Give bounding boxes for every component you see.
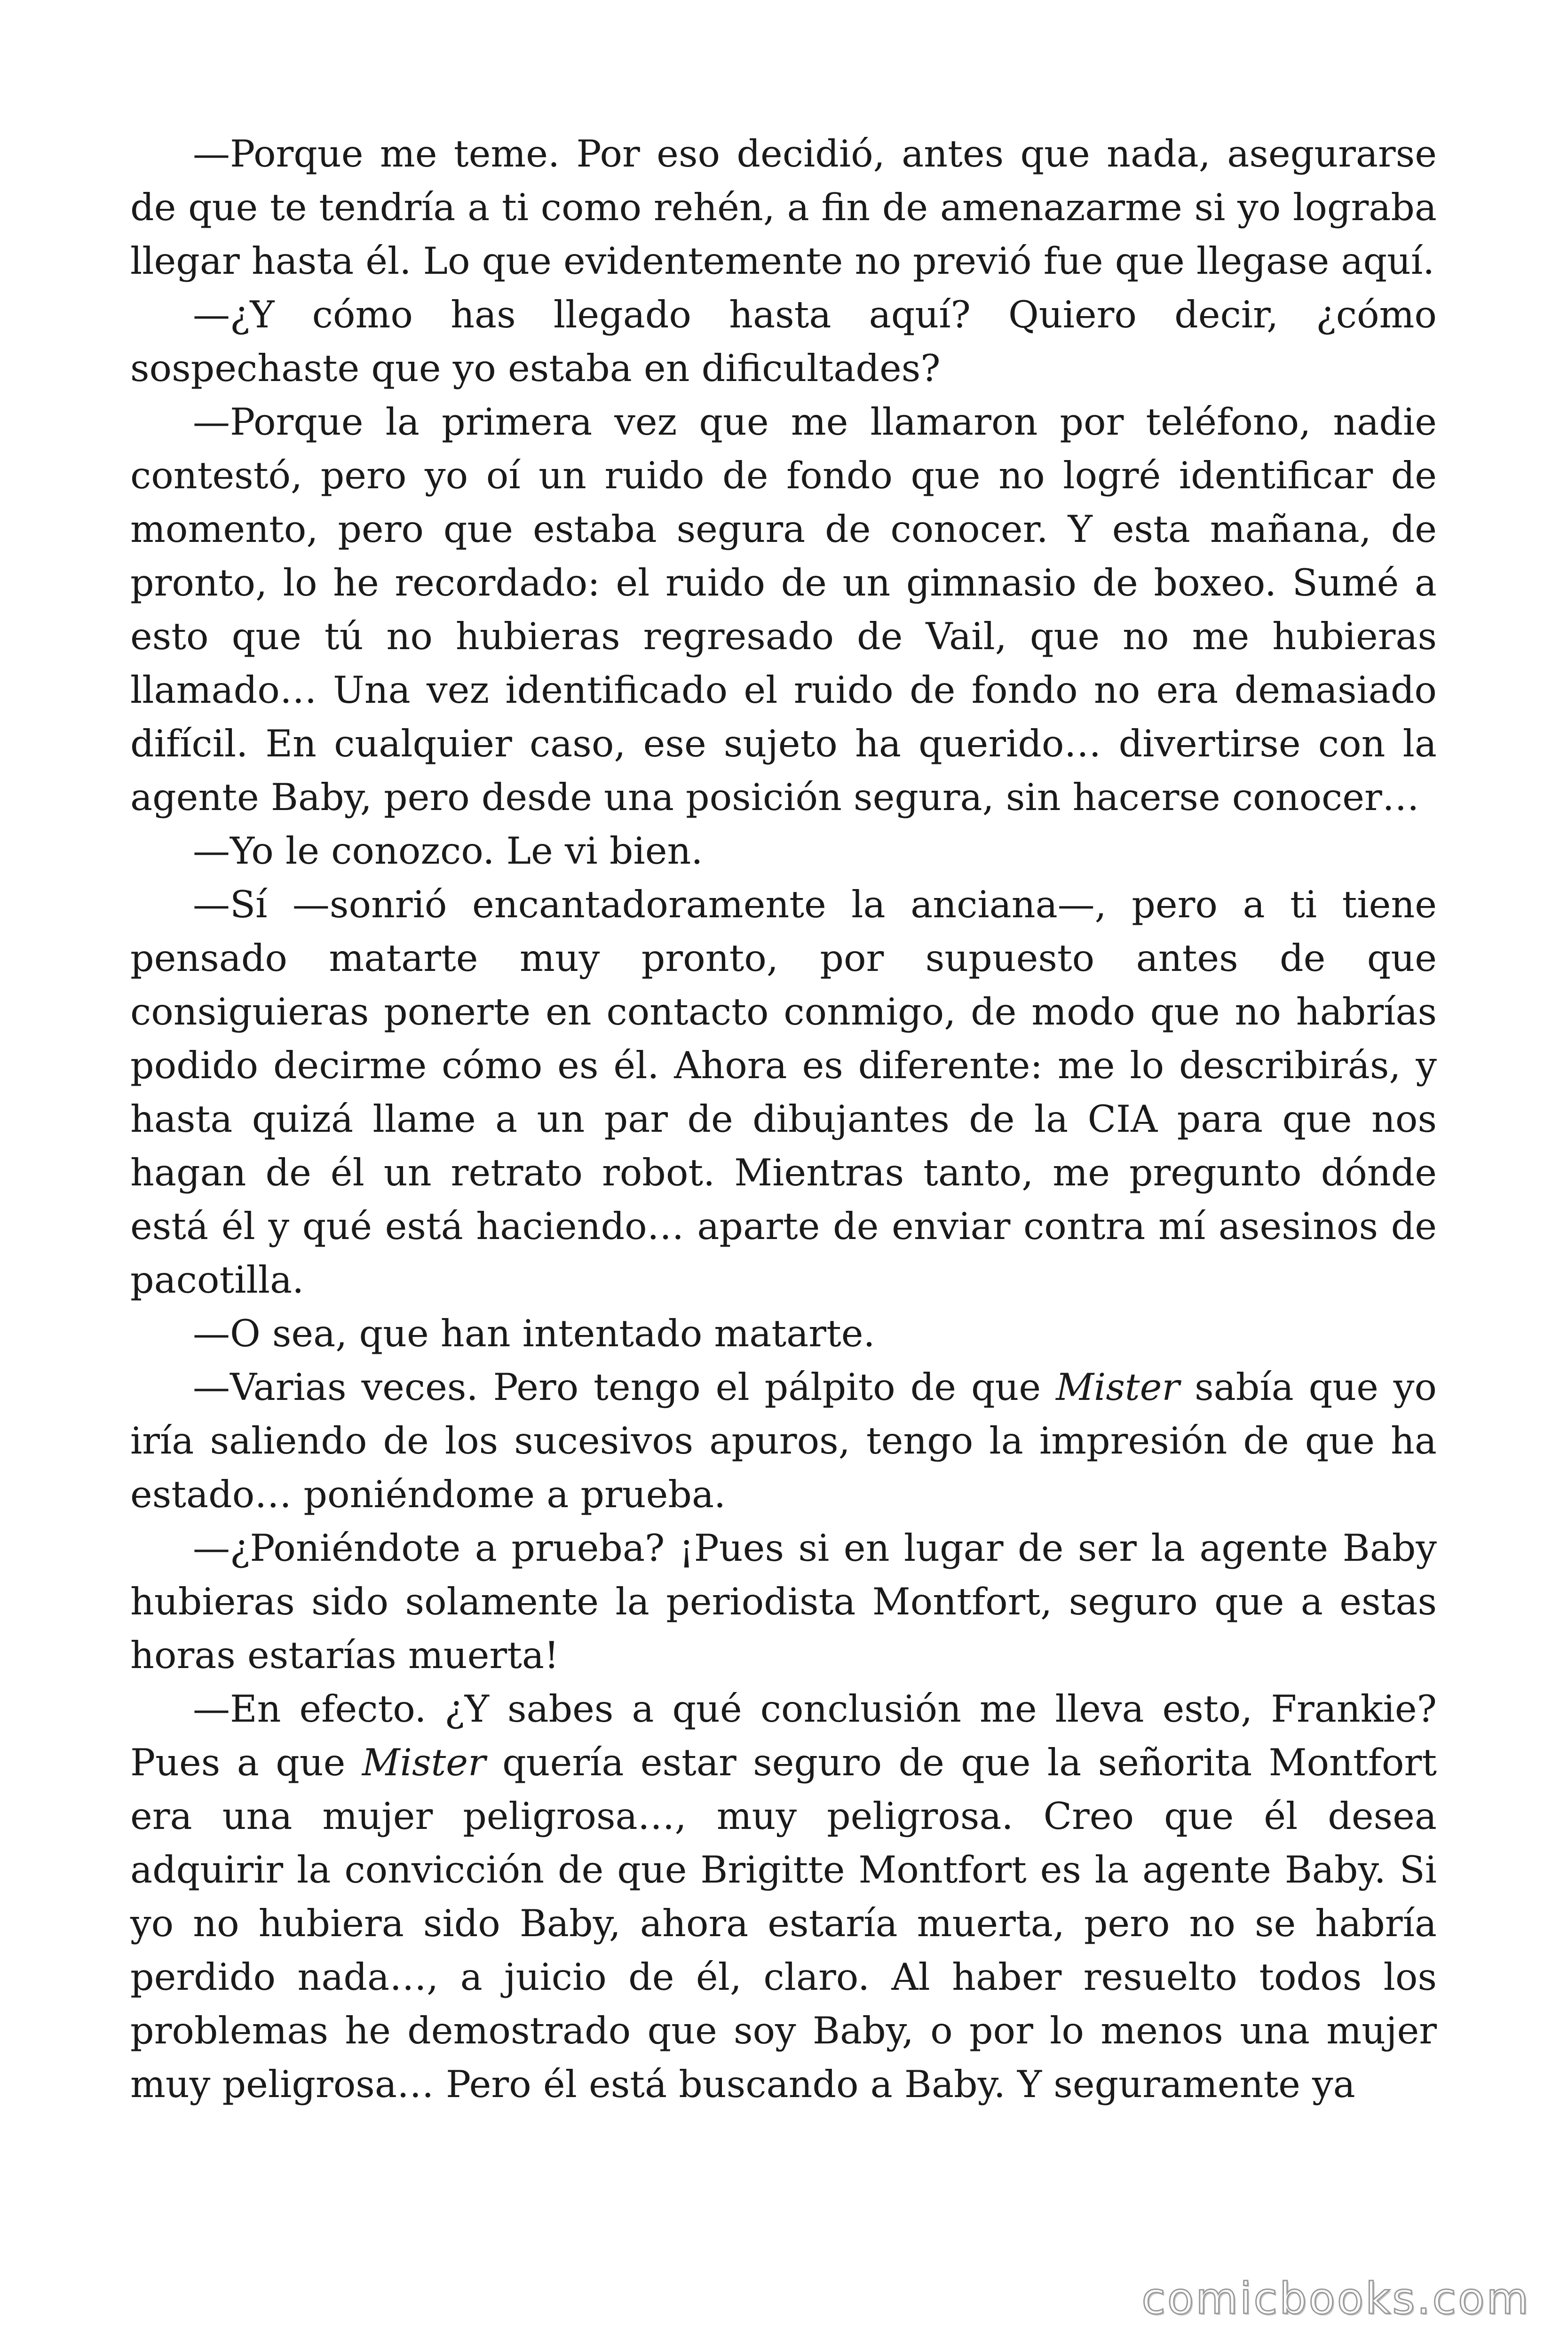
paragraph — [130, 1521, 1437, 1682]
paragraph-text: —Varias veces. Pero tengo el pálpito de que — [193, 1366, 1056, 1409]
paragraph-text: —Porque la primera vez que me llamaron por teléfono, nadie contestó, pero yo oí un ruido de fondo que no logré identificar de momento, pero que estaba segura de conocer. Y esta mañana, de pronto, lo he recordado: el ruido de un gimnasio de boxeo. Sumé a esto que tú no hubieras regresado de Vail, que no me hubieras llamado… Una vez identificado el ruido de fondo no era demasiado difícil. En cualquier caso, ese sujeto ha querido… divertirse con la agente Baby, pero desde una posición segura, sin hacerse conocer… — [130, 400, 1437, 819]
paragraph-text: quería estar seguro de que la señorita Montfort era una mujer peligrosa…, muy peligrosa. Creo que él desea adquirir la convicción de que Brigitte Montfort es la agente Baby. Si yo no hubiera sido Baby, ahora estaría muerta, pero no se habría perdido nada…, a juicio de él, claro. Al haber resuelto todos los problemas he demostrado que soy Baby, o por lo menos una mujer muy peligrosa… Pero él está buscando a Baby. Y seguramente ya — [130, 1741, 1437, 2106]
paragraph-text: —Yo le conozco. Le vi bien. — [193, 829, 703, 873]
paragraph-text: —¿Poniéndote a prueba? ¡Pues si en lugar de ser la agente Baby hubieras sido solamente la periodista Montfort, seguro que a estas horas estarías muerta! — [130, 1526, 1437, 1677]
watermark: comicbooks.com — [1141, 2273, 1530, 2324]
paragraph-text: —O sea, que han intentado matarte. — [193, 1312, 875, 1355]
paragraph — [130, 1307, 1437, 1360]
paragraph-text: —En efecto. ¿Y sabes a qué conclusión me lleva esto, Frankie? Pues a que — [130, 1687, 1437, 1784]
italic-name: Mister — [1056, 1366, 1180, 1409]
paragraph — [130, 127, 1437, 288]
paragraph — [130, 878, 1437, 1307]
paragraph — [130, 395, 1437, 824]
paragraph-text: —Porque me teme. Por eso decidió, antes que nada, asegurarse de que te tendría a ti como rehén, a fin de amenazarme si yo lograba llegar hasta él. Lo que evidentemente no previó fue que llegase aquí. — [130, 132, 1437, 283]
italic-name: Mister — [362, 1741, 486, 1784]
paragraph-text: —¿Y cómo has llegado hasta aquí? Quiero decir, ¿cómo sospechaste que yo estaba en dificultades? — [130, 293, 1437, 390]
page-body — [130, 127, 1437, 2111]
paragraph-text: sabía que yo iría saliendo de los sucesivos apuros, tengo la impresión de que ha estado… poniéndome a prueba. — [130, 1366, 1437, 1516]
paragraph — [130, 1682, 1437, 2111]
paragraph — [130, 1360, 1437, 1521]
paragraph-text: —Sí —sonrió encantadoramente la anciana—, pero a ti tiene pensado matarte muy pronto, por supuesto antes de que consiguieras ponerte en contacto conmigo, de modo que no habrías podido decirme cómo es él. Ahora es diferente: me lo describirás, y hasta quizá llame a un par de dibujantes de la CIA para que nos hagan de él un retrato robot. Mientras tanto, me pregunto dónde está él y qué está haciendo… aparte de enviar contra mí asesinos de pacotilla. — [130, 883, 1437, 1302]
paragraph — [130, 288, 1437, 395]
paragraph — [130, 824, 1437, 878]
